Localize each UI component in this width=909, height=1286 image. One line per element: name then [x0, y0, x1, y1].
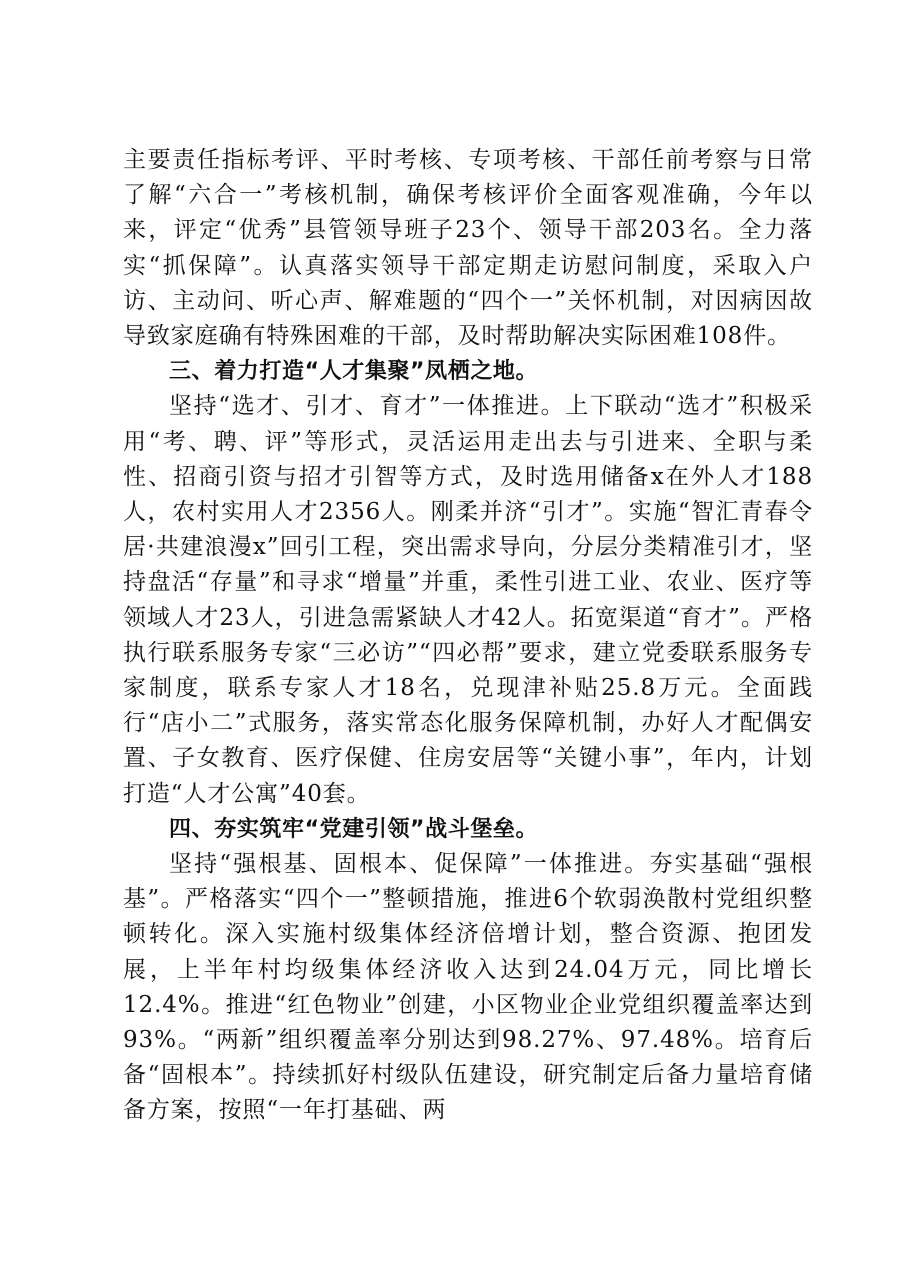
- document-body: [123, 143, 813, 1129]
- section-heading-3: 三、着力打造“人才集聚”凤栖之地。: [169, 359, 539, 385]
- paragraph-2: 坚持“选才、引才、育才”一体推进。上下联动“选才”积极采用“考、聘、评”等形式，灵活运用走出去与引进来、全职与柔性、招商引资与招才引智等方式，及时选用储备x在外人才188人，农村实用人才2356人。刚柔并济“引才”。实施“智汇青春令居·共建浪漫x”回引工程，突出需求导向，分层分类精准引才，坚持盘活“存量”和寻求“增量”并重，柔性引进工业、农业、医疗等领域人才23人，引进急需紧缺人才42人。拓宽渠道“育才”。严格执行联系服务专家“三必访”“四必帮”要求，建立党委联系服务专家制度，联系专家人才18名，兑现津补贴25.8万元。全面践行“店小二”式服务，落实常态化服务保障机制，办好人才配偶安置、子女教育、医疗保健、住房安居等“关键小事”，年内，计划打造“人才公寓”40套。: [123, 393, 813, 807]
- paragraph-1: 主要责任指标考评、平时考核、专项考核、干部任前考察与日常了解“六合一”考核机制，确保考核评价全面客观准确，今年以来，评定“优秀”县管领导班子23个、领导干部203名。全力落实“抓保障”。认真落实领导干部定期走访慰问制度，采取入户访、主动问、听心声、解难题的“四个一”关怀机制，对因病因故导致家庭确有特殊困难的干部，及时帮助解决实际困难108件。: [123, 147, 813, 350]
- section-heading-4: 四、夯实筑牢“党建引领”战斗堡垒。: [169, 816, 539, 842]
- paragraph-3: 坚持“强根基、固根本、促保障”一体推进。夯实基础“强根基”。严格落实“四个一”整顿措施，推进6个软弱涣散村党组织整顿转化。深入实施村级集体经济倍增计划，整合资源、抱团发展，上半年村均级集体经济收入达到24.04万元，同比增长12.4%。推进“红色物业”创建，小区物业企业党组织覆盖率达到93%。“两新”组织覆盖率分别达到98.27%、97.48%。培育后备“固根本”。持续抓好村级队伍建设，研究制定后备力量培育储备方案，按照“一年打基础、两: [123, 851, 813, 1124]
